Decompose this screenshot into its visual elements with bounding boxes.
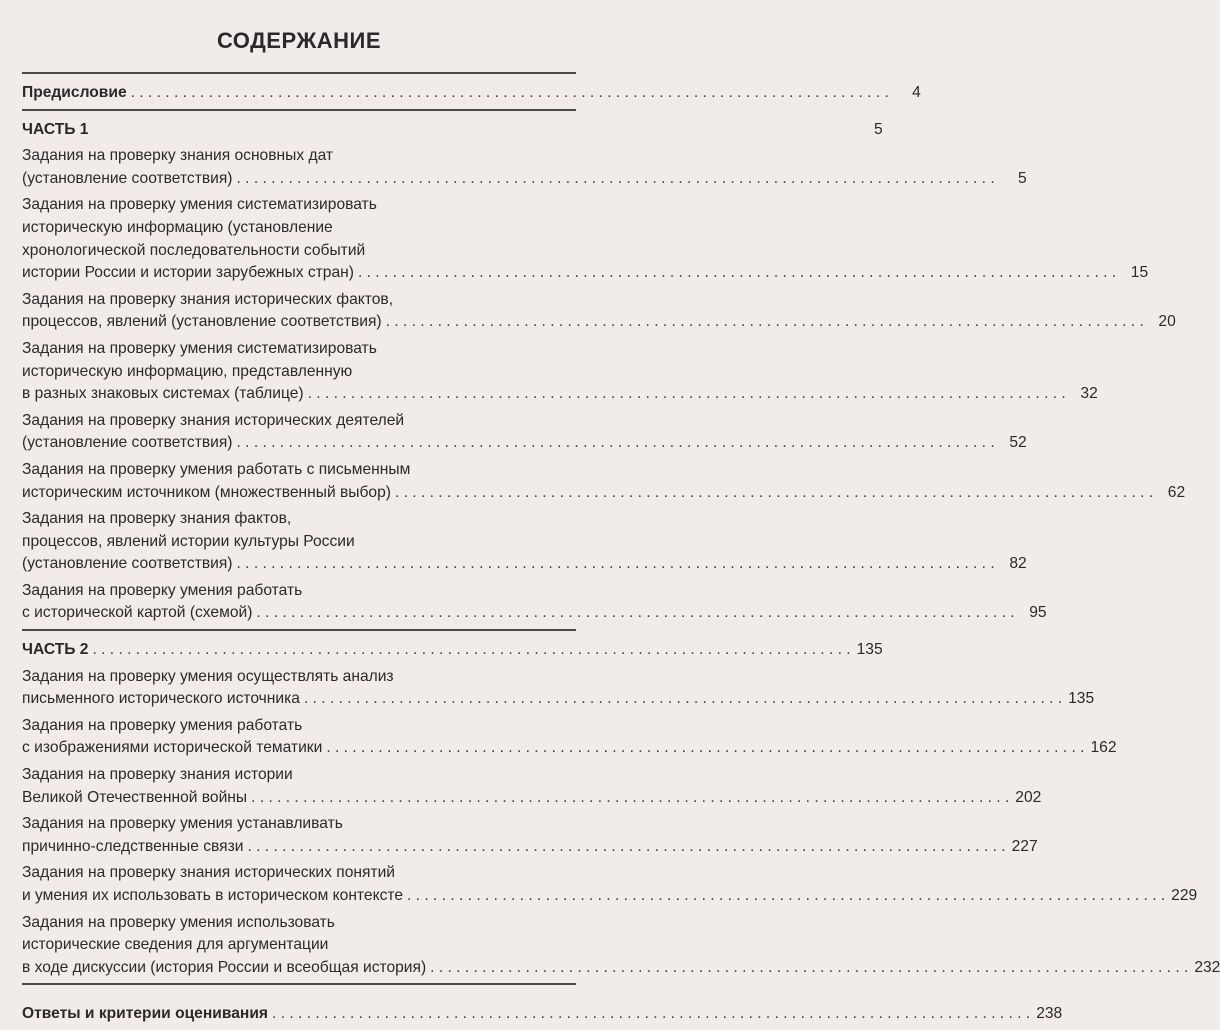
toc-entry-line: и умения их использовать в историческом контексте	[22, 887, 404, 904]
part1-entries	[22, 145, 1186, 625]
toc-entry-line: (установление соответствия)	[22, 555, 233, 573]
spacer	[22, 989, 576, 999]
toc-entry-label: Предисловие	[22, 84, 127, 101]
dot-leader	[236, 432, 994, 455]
dot-leader	[395, 482, 1153, 505]
dot-leader	[308, 383, 1066, 406]
toc-entry-line: Задания на проверку умения работать	[22, 581, 303, 599]
toc-entry-line: письменного исторического источника	[22, 690, 300, 708]
toc-entry-line: процессов, явлений истории культуры России	[22, 532, 355, 550]
toc-page-number: 162	[1090, 739, 1117, 757]
toc-entry[interactable]	[22, 459, 1186, 504]
toc-entry-line: Задания на проверку знания фактов,	[22, 510, 292, 528]
toc-entry-line: процессов, явлений (установление соответствия)	[22, 313, 382, 331]
toc-entry[interactable]	[22, 715, 1117, 760]
preface-block	[22, 74, 921, 109]
toc-entry-line: с исторической картой (схемой)	[22, 604, 253, 622]
part1-block	[22, 111, 1186, 629]
toc-entry-line: Задания на проверку знания исторических фактов,	[22, 290, 394, 308]
toc-page-number: 15	[1130, 264, 1149, 282]
toc-entry[interactable]	[22, 410, 1027, 455]
dot-leader	[407, 885, 1165, 908]
toc-entry-line: причинно-следственные связи	[22, 837, 244, 855]
dot-leader	[430, 957, 1188, 980]
toc-entry-line: в ходе дискуссии (история России и всеобщая история)	[22, 958, 427, 976]
toc-entry-line: Великой Отечественной войны	[22, 788, 248, 806]
toc-page-number: 227	[1011, 837, 1038, 855]
dot-leader	[92, 639, 850, 662]
toc-entry[interactable]	[22, 764, 1042, 809]
toc-page-number: 52	[1009, 434, 1027, 452]
dot-leader	[358, 262, 1116, 285]
part-label: ЧАСТЬ 1	[22, 120, 89, 138]
toc-entry-line: Задания на проверку знания истории	[22, 766, 293, 784]
dot-leader	[247, 836, 1005, 859]
toc-entry[interactable]	[22, 912, 1220, 980]
toc-entry-line: исторические сведения для аргументации	[22, 936, 329, 954]
part-label: ЧАСТЬ 2	[22, 641, 89, 659]
toc-entry-line: (установление соответствия)	[22, 169, 233, 187]
toc-page-number: 95	[1029, 604, 1047, 622]
dot-leader	[304, 688, 1062, 711]
toc-entry-line: истории России и истории зарубежных стран)	[22, 264, 354, 282]
toc-entry[interactable]	[22, 862, 1198, 907]
page-title: СОДЕРЖАНИЕ	[216, 28, 382, 53]
toc-heading-part2[interactable]	[22, 639, 883, 662]
toc-entry-line: историческим источником (множественный выбор)	[22, 483, 391, 501]
dot-leader	[236, 553, 994, 576]
toc-entry-line: с изображениями исторической тематики	[22, 739, 323, 757]
toc-page-number: 5	[1017, 169, 1027, 187]
toc-entry-line: Задания на проверку умения систематизировать	[22, 196, 377, 214]
toc-entry-line: историческую информацию (установление	[22, 218, 333, 236]
toc-entry[interactable]	[22, 580, 1047, 625]
toc-heading-part1[interactable]	[22, 119, 883, 142]
dot-leader	[251, 787, 1009, 810]
toc-entry[interactable]	[22, 289, 1176, 334]
toc-entry[interactable]	[22, 813, 1038, 858]
toc-page-number: 20	[1158, 313, 1176, 331]
toc-entry[interactable]	[22, 194, 1149, 284]
toc-entry[interactable]	[22, 666, 1095, 711]
toc-entry[interactable]	[22, 338, 1098, 406]
toc-page-number: 232	[1194, 958, 1220, 976]
toc-page-number: 32	[1080, 385, 1098, 403]
dot-leader	[272, 1003, 1030, 1026]
toc-entry-label: Ответы и критерии оценивания	[22, 1005, 269, 1023]
toc-entry-line: Задания на проверку умения осуществлять анализ	[22, 667, 394, 685]
toc-entry[interactable]	[22, 508, 1027, 576]
toc-entry-line: в разных знаковых системах (таблице)	[22, 385, 304, 403]
toc-entry[interactable]	[22, 145, 1027, 190]
dot-leader	[386, 311, 1144, 334]
part2-entries	[22, 666, 1220, 980]
toc-entry-line: Задания на проверку умения использовать	[22, 913, 335, 931]
dot-leader	[236, 168, 994, 191]
toc-entry-line: историческую информацию, представленную	[22, 362, 353, 380]
toc-page-number: 202	[1015, 788, 1042, 806]
toc-entry-line: Задания на проверку знания исторических понятий	[22, 864, 396, 882]
toc-entry-line: Задания на проверку умения систематизировать	[22, 339, 377, 357]
toc-entry-line: Задания на проверку умения работать	[22, 716, 303, 734]
toc-entry-line: Задания на проверку знания исторических деятелей	[22, 411, 405, 429]
dot-leader	[256, 602, 1014, 625]
toc-page-number: 5	[873, 120, 883, 138]
part2-block	[22, 631, 1220, 983]
toc-entry-line: Задания на проверку знания основных дат	[22, 147, 334, 165]
toc-entry-line: (установление соответствия)	[22, 434, 233, 452]
toc-page-number: 135	[856, 641, 883, 659]
toc-entry-line: хронологической последовательности событий	[22, 241, 366, 259]
answers-block	[22, 985, 1063, 1030]
toc-entry-preface[interactable]	[22, 82, 921, 105]
toc-entry-answers[interactable]	[22, 1003, 1063, 1026]
dot-leader	[326, 737, 1084, 760]
toc-entry-line: Задания на проверку умения устанавливать	[22, 815, 343, 833]
toc-page-number: 135	[1068, 690, 1095, 708]
toc-page-number: 4	[912, 84, 921, 101]
toc-page-number: 238	[1036, 1005, 1063, 1023]
toc-entry-line: Задания на проверку умения работать с письменным	[22, 460, 411, 478]
dot-leader	[131, 82, 889, 105]
toc-page-number: 82	[1009, 555, 1027, 573]
toc-page-number: 229	[1171, 887, 1198, 904]
toc-page-number: 62	[1167, 483, 1186, 501]
